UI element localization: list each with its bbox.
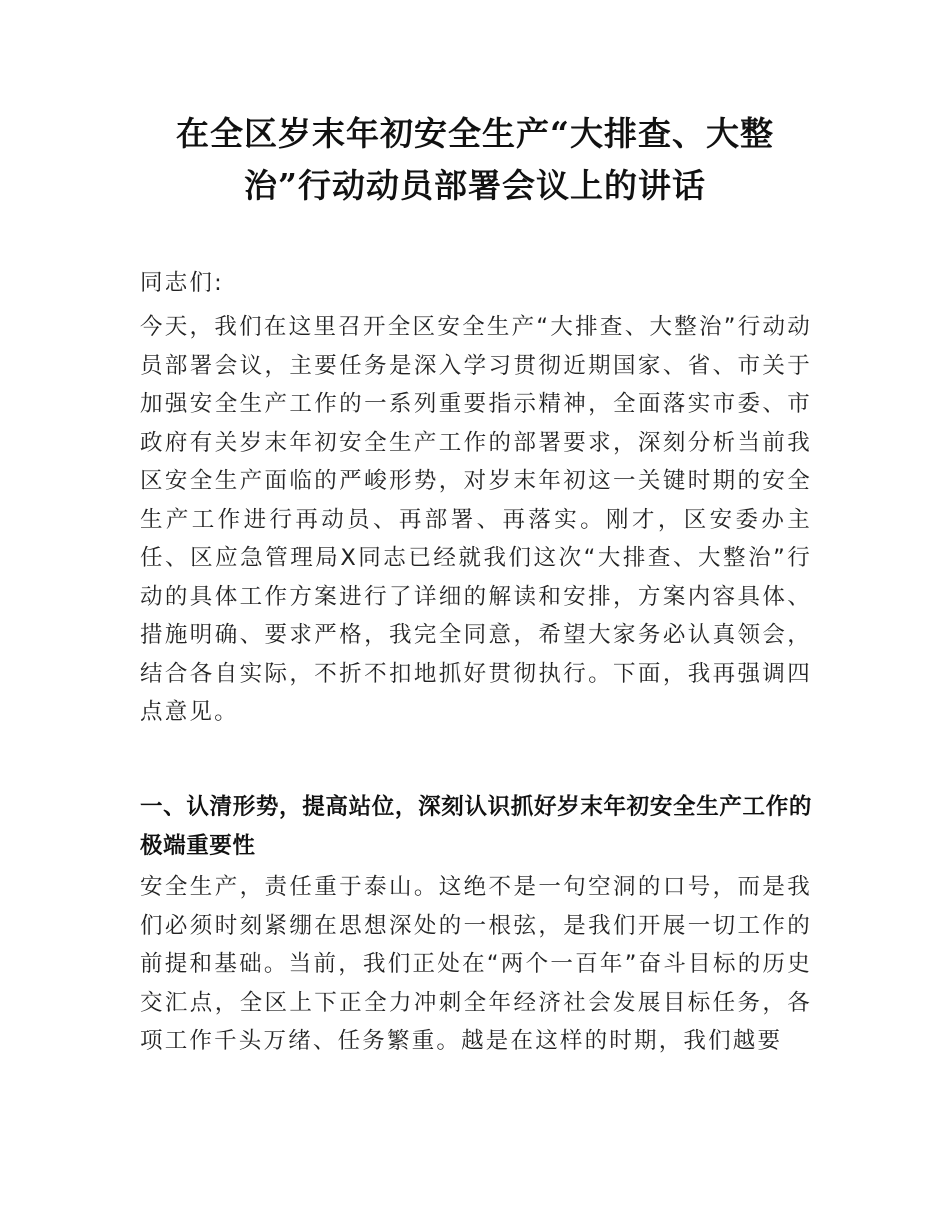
salutation: 同志们:: [140, 270, 224, 296]
body-paragraph-2: 安全生产，责任重于泰山。这绝不是一句空洞的口号，而是我们必须时刻紧绷在思想深处的一根弦，是我们开展一切工作的前提和基础。当前，我们正处在“两个一百年”奋斗目标的历史交汇点，全区上下正全力冲刺全年经济社会发展目标任务，各项工作千头万绪、任务繁重。越是在这样的时期，我们越要: [140, 874, 812, 1054]
body-paragraph-1: 今天，我们在这里召开全区安全生产“大排查、大整治”行动动员部署会议，主要任务是深入学习贯彻近期国家、省、市关于加强安全生产工作的一系列重要指示精神，全面落实市委、市政府有关岁末年初安全生产工作的部署要求，深刻分析当前我区安全生产面临的严峻形势，对岁末年初这一关键时期的安全生产工作进行再动员、再部署、再落实。刚才，区安委办主任、区应急管理局X同志已经就我们这次“大排查、大整治”行动的具体工作方案进行了详细的解读和安排，方案内容具体、措施明确、要求严格，我完全同意，希望大家务必认真领会，结合各自实际，不折不扣地抓好贯彻执行。下面，我再强调四点意见。: [140, 314, 812, 725]
document-title: 在全区岁末年初安全生产“大排查、大整治”行动动员部署会议上的讲话: [176, 114, 774, 205]
section-heading-1: 一、认清形势，提高站位，深刻认识抓好岁末年初安全生产工作的极端重要性: [140, 794, 812, 859]
